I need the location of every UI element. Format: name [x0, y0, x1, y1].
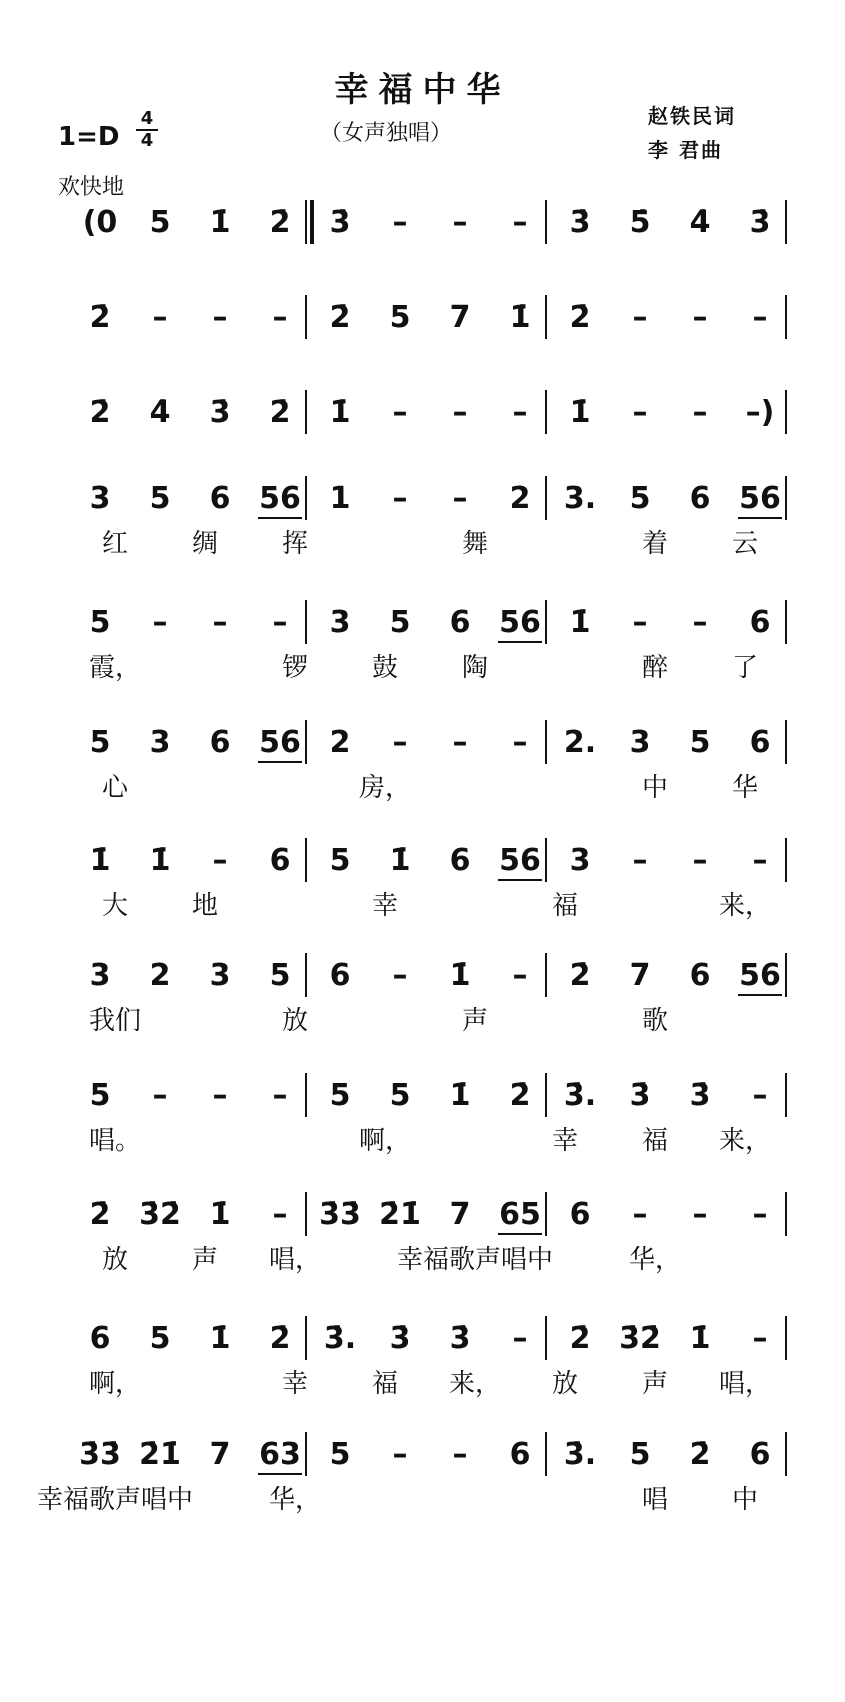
note: – [272, 605, 288, 640]
lyric-syllable: 房， [358, 773, 412, 803]
note: – [392, 205, 408, 240]
note: 7 [629, 958, 651, 993]
lyric-syllable: 陶 [461, 653, 489, 683]
note: – [752, 300, 768, 335]
lyric-syllable: 中 [731, 1485, 759, 1515]
lyric-syllable: 唱， [268, 1245, 322, 1275]
note: – [692, 395, 708, 430]
lyric-syllable: 放 [281, 1006, 309, 1036]
note: 5 [389, 300, 411, 335]
note: 1̇ [89, 843, 111, 878]
lyric-syllable: 声 [461, 1006, 489, 1036]
note: – [452, 395, 468, 430]
note: 3. [563, 481, 597, 516]
note: 56 [499, 843, 541, 878]
lyric-syllable: 来， [718, 891, 772, 921]
note: 1̇ [449, 1078, 471, 1113]
note: 6 [209, 725, 231, 760]
lyric-syllable: 放 [551, 1369, 579, 1399]
note: 3̇2̇ [619, 1321, 661, 1356]
note: 2̇1̇ [379, 1197, 421, 1232]
note: 3̇. [563, 1437, 597, 1472]
note: –) [745, 395, 775, 430]
lyric-syllable: 大 [101, 891, 129, 921]
lyric-syllable: 醉 [641, 653, 669, 683]
note: 1̇ [329, 395, 351, 430]
note: 3 [89, 958, 111, 993]
note: 6 [269, 843, 291, 878]
time-denominator: 4 [140, 130, 154, 151]
note: – [512, 1321, 528, 1356]
note: 2̇ [89, 1197, 111, 1232]
tempo-marking: 欢快地 [58, 175, 125, 200]
note: 5 [149, 481, 171, 516]
note: 3̇2̇ [139, 1197, 181, 1232]
note: 3 [209, 958, 231, 993]
note: 56 [259, 481, 301, 516]
lyric-syllable: 来， [718, 1126, 772, 1156]
note: (0 [82, 205, 118, 240]
note: 1̇ [389, 843, 411, 878]
note: 5 [269, 958, 291, 993]
note: 3̇ [569, 205, 591, 240]
note: 6 [89, 1321, 111, 1356]
note: – [632, 605, 648, 640]
note: 3 [329, 605, 351, 640]
lyric-syllable: 唱， [718, 1369, 772, 1399]
lyric-syllable: 幸 [551, 1126, 579, 1156]
lyric-syllable: 放 [101, 1245, 129, 1275]
lyric-syllable: 华 [731, 773, 759, 803]
note: 3̇ [629, 1078, 651, 1113]
note: 3̇ [689, 1078, 711, 1113]
lyric-syllable: 着 [641, 529, 669, 559]
note: – [392, 395, 408, 430]
note: 3̇ [389, 1321, 411, 1356]
note: 2. [563, 725, 597, 760]
note: 5 [329, 1078, 351, 1113]
note: – [512, 395, 528, 430]
note: – [452, 481, 468, 516]
note: 2̇ [269, 1321, 291, 1356]
note: 1̇ [689, 1321, 711, 1356]
note: – [752, 1321, 768, 1356]
note: 3 [149, 725, 171, 760]
lyric-syllable: 云 [731, 529, 759, 559]
note: – [512, 205, 528, 240]
note: – [512, 725, 528, 760]
lyric-syllable: 福 [551, 891, 579, 921]
lyric-syllable: 福 [371, 1369, 399, 1399]
lyricist-credit: 赵铁民词 [648, 104, 736, 128]
note: 2 [149, 958, 171, 993]
note: 2 [329, 725, 351, 760]
lyric-syllable: 声 [191, 1245, 219, 1275]
lyric-syllable: 唱 [641, 1485, 669, 1515]
note: 2̇ [569, 300, 591, 335]
note: 6 [449, 605, 471, 640]
note: 56 [499, 605, 541, 640]
song-title: 幸福中华 [334, 70, 511, 110]
note: 5 [89, 1078, 111, 1113]
note: 5 [89, 725, 111, 760]
note: 6 [449, 843, 471, 878]
note: – [632, 300, 648, 335]
lyric-syllable: 我们 [88, 1006, 142, 1036]
lyric-syllable: 心 [101, 773, 129, 803]
note: 6 [509, 1437, 531, 1472]
note: 6 [689, 481, 711, 516]
note: 1̇ [569, 395, 591, 430]
note: 65 [499, 1197, 541, 1232]
note: 2̇ [89, 395, 111, 430]
note: 1̇ [509, 300, 531, 335]
note: 2̇ [569, 958, 591, 993]
note: 2̇ [269, 205, 291, 240]
note: 7 [449, 1197, 471, 1232]
note: 3̇ [329, 205, 351, 240]
note: 1̇ [209, 1321, 231, 1356]
note: 4̇ [689, 205, 711, 240]
lyric-syllable: 红 [101, 529, 129, 559]
note: 56 [739, 481, 781, 516]
lyric-syllable: 锣 [281, 653, 309, 683]
note: 5 [329, 1437, 351, 1472]
note: 56 [739, 958, 781, 993]
note: 3̇3̇ [319, 1197, 361, 1232]
note: 7 [209, 1437, 231, 1472]
note: 1 [329, 481, 351, 516]
lyric-syllable: 声 [641, 1369, 669, 1399]
note: 2̇ [509, 1078, 531, 1113]
note: 1̇ [569, 605, 591, 640]
note: 2̇ [569, 1321, 591, 1356]
lyric-syllable: 了 [731, 653, 759, 683]
note: 6 [749, 605, 771, 640]
note: – [452, 1437, 468, 1472]
note: 3 [569, 843, 591, 878]
song-subtitle: （女声独唱） [320, 121, 453, 146]
lyric-syllable: 挥 [281, 529, 309, 559]
composer-credit: 李 君曲 [648, 138, 723, 162]
note: 5 [389, 1078, 411, 1113]
note: – [392, 958, 408, 993]
note: 5 [149, 1321, 171, 1356]
note: 5 [89, 605, 111, 640]
note: 5 [689, 725, 711, 760]
note: 1̇ [209, 1197, 231, 1232]
note: – [752, 1197, 768, 1232]
note: 3 [629, 725, 651, 760]
note: 1̇ [209, 205, 231, 240]
lyric-syllable: 地 [191, 891, 219, 921]
key-signature: 1=D [58, 122, 120, 152]
note: 3̇. [563, 1078, 597, 1113]
note: 5 [329, 843, 351, 878]
note: 6 [749, 1437, 771, 1472]
note: – [152, 1078, 168, 1113]
lyric-syllable: 霞， [88, 653, 142, 683]
note: 5 [629, 481, 651, 516]
note: – [272, 1197, 288, 1232]
note: 6 [749, 725, 771, 760]
note: 3̇. [323, 1321, 357, 1356]
note: – [212, 300, 228, 335]
note: 5 [389, 605, 411, 640]
note: – [452, 205, 468, 240]
note: – [632, 395, 648, 430]
note: – [452, 725, 468, 760]
note: – [632, 843, 648, 878]
note: 1̇ [449, 958, 471, 993]
note: 5 [149, 205, 171, 240]
time-numerator: 4 [140, 108, 154, 129]
note: – [212, 605, 228, 640]
lyric-syllable: 鼓 [371, 653, 399, 683]
note: 63 [259, 1437, 301, 1472]
note: 3̇ [749, 205, 771, 240]
lyric-syllable: 舞 [461, 529, 489, 559]
note: 3 [89, 481, 111, 516]
note: – [752, 1078, 768, 1113]
note: – [392, 481, 408, 516]
note: 6 [569, 1197, 591, 1232]
lyric-syllable: 绸 [191, 529, 219, 559]
note: 2̇ [329, 300, 351, 335]
note: 3̇ [209, 395, 231, 430]
note: 2̇ [689, 1437, 711, 1472]
note: 5 [629, 1437, 651, 1472]
note: 7 [449, 300, 471, 335]
note: – [752, 843, 768, 878]
lyric-syllable: 歌 [641, 1006, 669, 1036]
note: – [272, 1078, 288, 1113]
note: – [632, 1197, 648, 1232]
lyric-syllable: 幸 [281, 1369, 309, 1399]
note: – [152, 605, 168, 640]
note: – [272, 300, 288, 335]
note: 1̇ [149, 843, 171, 878]
lyric-syllable: 唱。 [88, 1126, 142, 1156]
lyric-syllable: 华， [628, 1245, 682, 1275]
note: – [692, 300, 708, 335]
lyric-syllable: 福 [641, 1126, 669, 1156]
note: – [212, 1078, 228, 1113]
note: – [692, 605, 708, 640]
lyric-syllable: 啊， [88, 1369, 142, 1399]
note: – [152, 300, 168, 335]
note: 3̇ [449, 1321, 471, 1356]
note: 6 [689, 958, 711, 993]
note: – [392, 1437, 408, 1472]
note: 56 [259, 725, 301, 760]
note: 2̇1̇ [139, 1437, 181, 1472]
note: – [512, 958, 528, 993]
note: – [692, 843, 708, 878]
note: 2̇ [89, 300, 111, 335]
lyric-syllable: 啊， [358, 1126, 412, 1156]
lyric-syllable: 来， [448, 1369, 502, 1399]
lyric-syllable: 华， [268, 1485, 322, 1515]
note: 3̇3̇ [79, 1437, 121, 1472]
lyric-syllable: 幸 [371, 891, 399, 921]
note: 2̇ [269, 395, 291, 430]
note: 5̇ [629, 205, 651, 240]
note: – [692, 1197, 708, 1232]
note: – [212, 843, 228, 878]
lyric-syllable: 幸福歌声唱中 [36, 1485, 194, 1515]
note: 4̇ [149, 395, 171, 430]
note: 2 [509, 481, 531, 516]
note: 6 [209, 481, 231, 516]
note: 6 [329, 958, 351, 993]
lyric-syllable: 中 [641, 773, 669, 803]
lyric-syllable: 幸福歌声唱中 [396, 1245, 554, 1275]
note: – [392, 725, 408, 760]
